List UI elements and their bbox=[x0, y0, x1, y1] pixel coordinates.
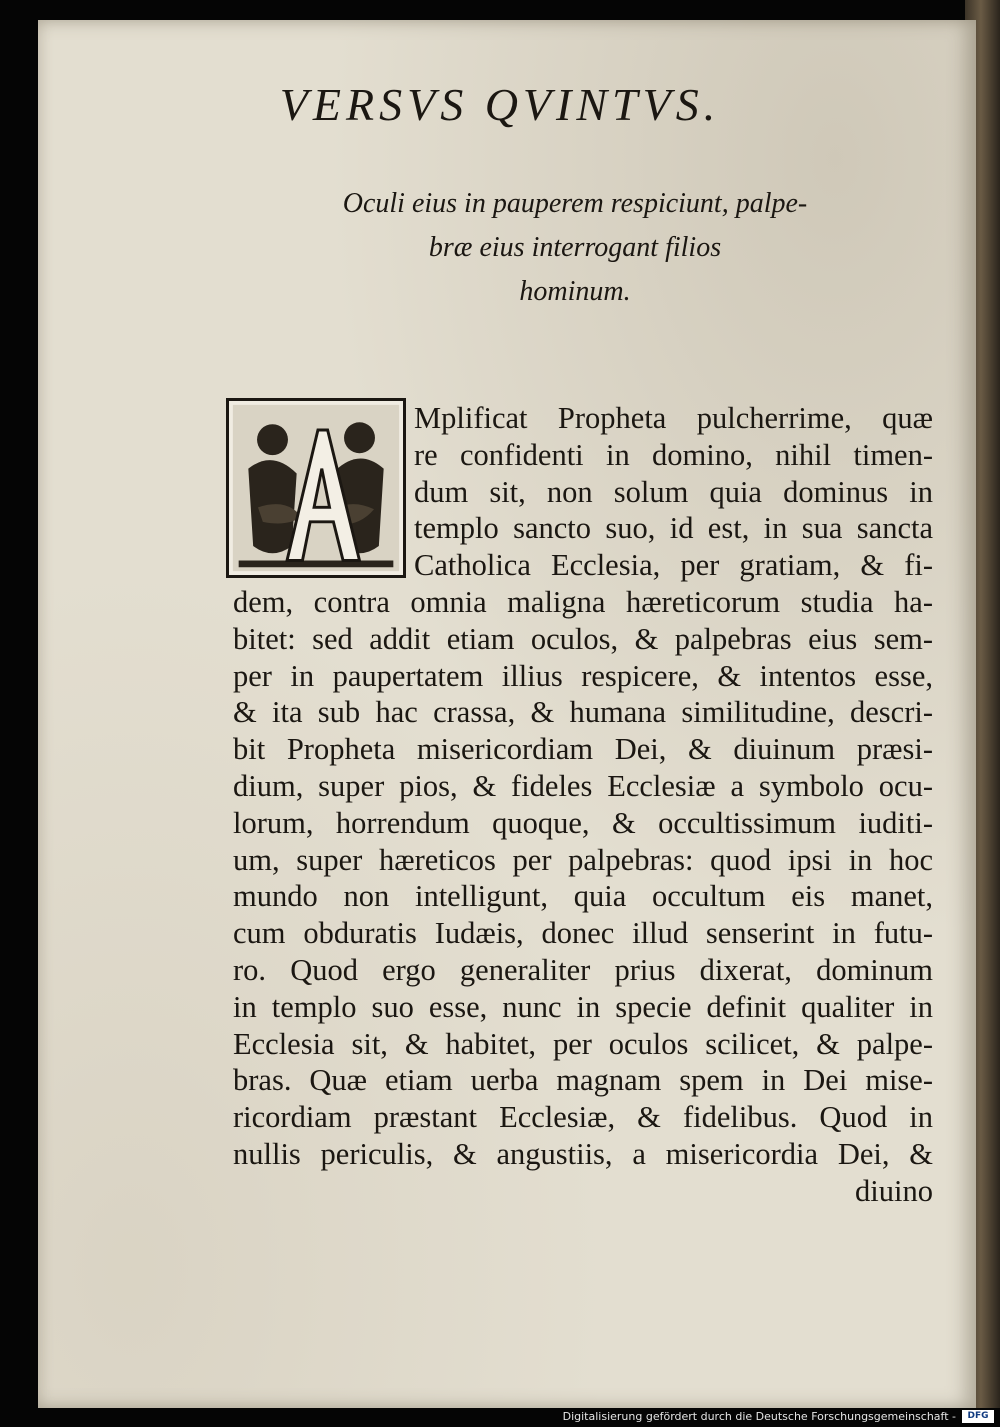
text-line: dum sit, non solum quia dominus in bbox=[414, 474, 933, 509]
text-line: in templo suo esse, nunc in specie definit qualiter in bbox=[233, 989, 933, 1024]
text-line: Mplificat Propheta pulcherrime, quæ bbox=[414, 401, 933, 435]
catchword: diuino bbox=[855, 1173, 933, 1208]
text-line: templo sancto suo, id est, in sua sancta bbox=[414, 511, 933, 546]
footer-credit: Digitalisierung gefördert durch die Deutsche Forschungsgemeinschaft - bbox=[562, 1410, 956, 1423]
text-line: dem, contra omnia maligna hæreticorum studia ha- bbox=[233, 584, 933, 619]
text-line: bras. Quæ etiam uerba magnam spem in Dei mise- bbox=[233, 1063, 933, 1098]
verse-line: bræ eius interrogant filios bbox=[428, 232, 722, 263]
verse-quote bbox=[0, 182, 1000, 314]
text-line: um, super hæreticos per palpebras: quod ipsi in hoc bbox=[233, 842, 933, 877]
text-line: ricordiam præstant Ecclesiæ, & fidelibus. Quod in bbox=[233, 1100, 933, 1135]
text-line: Catholica Ecclesia, per gratiam, & fi- bbox=[414, 548, 933, 583]
text-line: ro. Quod ergo generaliter prius dixerat, dominum bbox=[233, 952, 933, 987]
text-line: & ita sub hac crassa, & humana similitudine, descri- bbox=[233, 695, 933, 730]
text-line: nullis periculis, & angustiis, a misericordia Dei, & bbox=[233, 1136, 933, 1171]
text-line: lorum, horrendum quoque, & occultissimum iuditi- bbox=[233, 805, 933, 840]
text-line: bit Propheta misericordiam Dei, & diuinum præsi- bbox=[233, 732, 933, 767]
page-heading: VERSVS QVINTVS. bbox=[279, 79, 721, 130]
dfg-logo-icon: DFG bbox=[962, 1410, 994, 1423]
text-line: cum obduratis Iudæis, donec illud senserint in futu- bbox=[233, 916, 933, 951]
text-line: dium, super pios, & fideles Ecclesiæ a symbolo ocu- bbox=[233, 768, 933, 803]
text-line: bitet: sed addit etiam oculos, & palpebras eius sem- bbox=[233, 621, 933, 656]
text-line: mundo non intelligunt, quia occultum eis manet, bbox=[233, 879, 933, 914]
verse-line: Oculi eius in pauperem respiciunt, palpe- bbox=[342, 188, 808, 219]
verse-line: hominum. bbox=[519, 276, 631, 307]
text-line: re confidenti in domino, nihil timen- bbox=[414, 437, 933, 472]
text-line: Ecclesia sit, & habitet, per oculos scilicet, & palpe- bbox=[233, 1026, 933, 1061]
text-line: per in paupertatem illius respicere, & intentos esse, bbox=[233, 658, 933, 693]
body-text bbox=[233, 400, 933, 1210]
